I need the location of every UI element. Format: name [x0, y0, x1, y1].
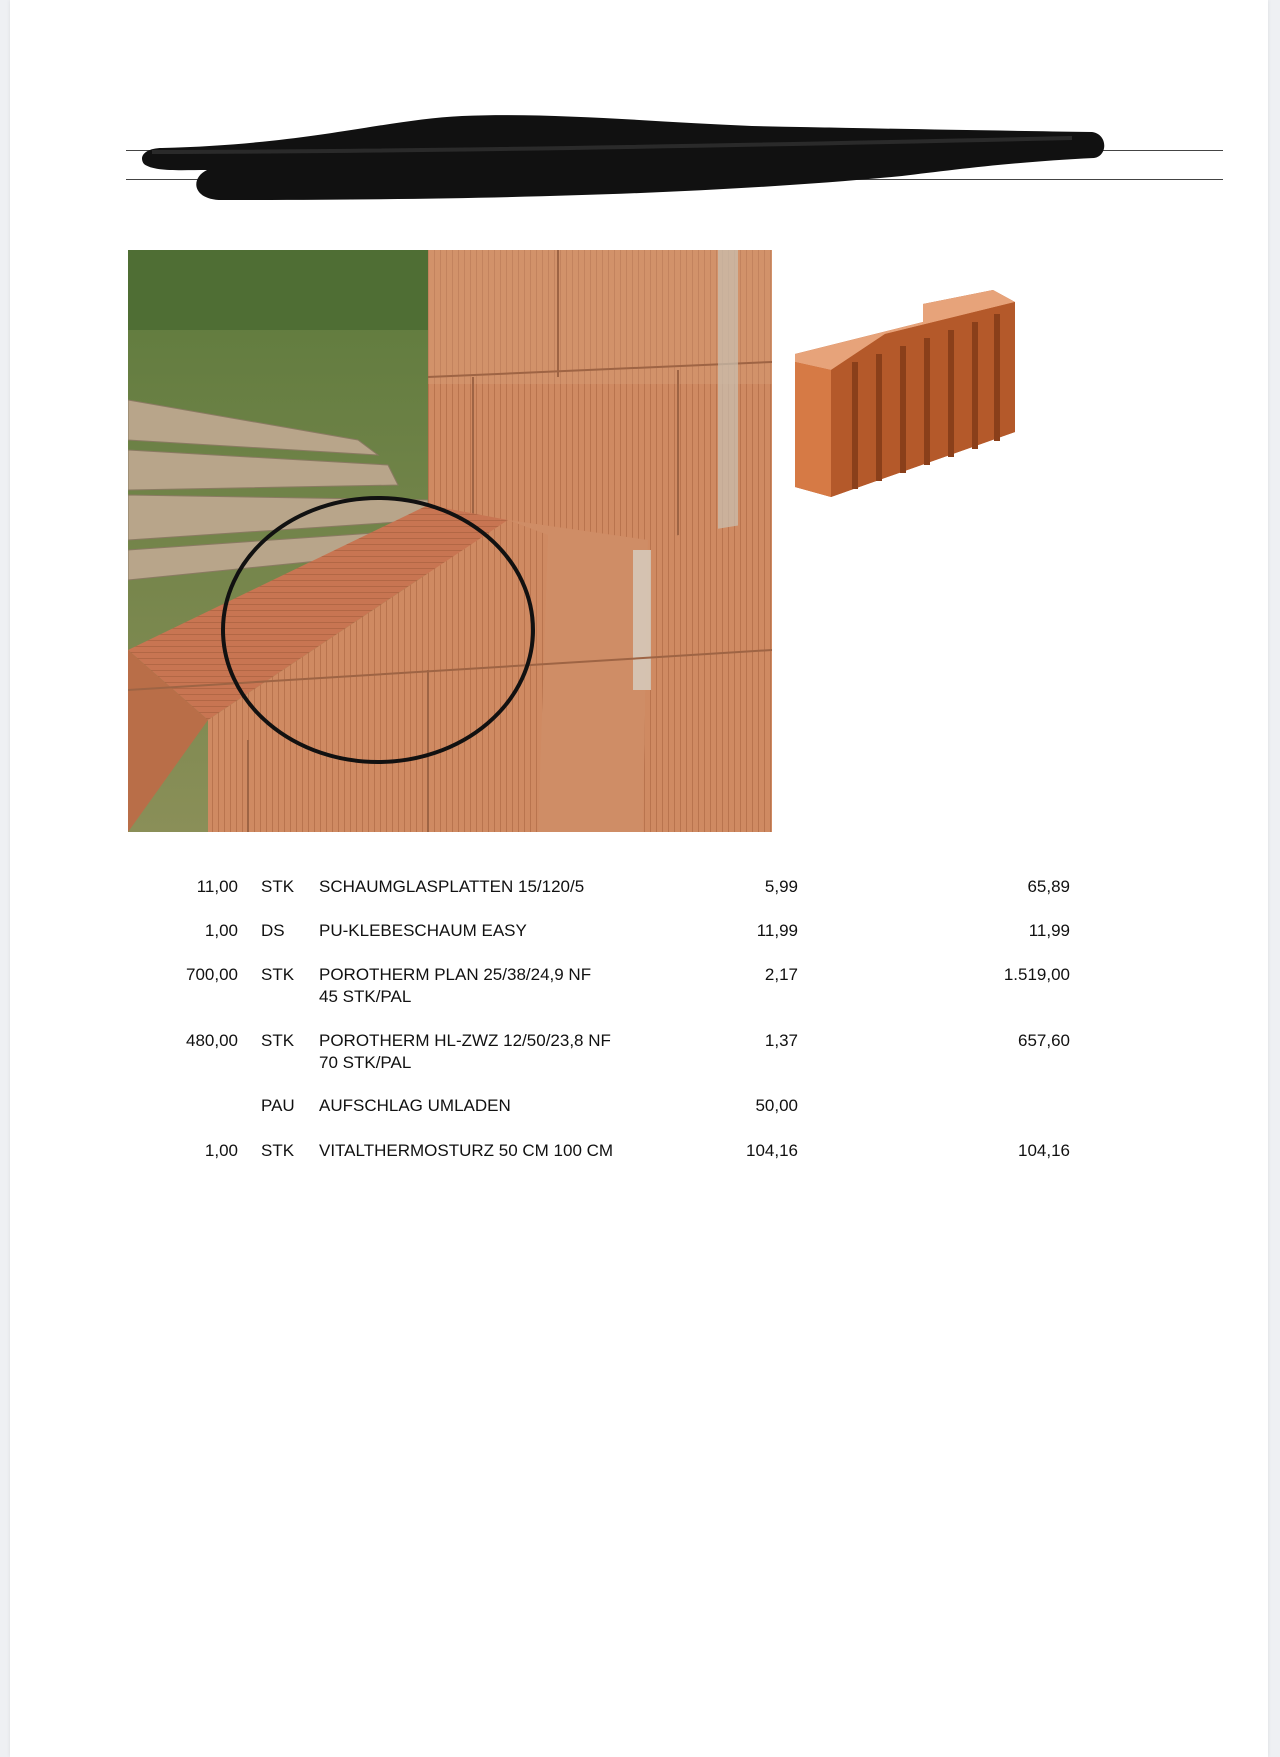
- item-description: [319, 920, 527, 942]
- item-description-line: PU-KLEBESCHAUM EASY: [319, 921, 527, 940]
- item-unit-price: 2,17: [764, 965, 798, 984]
- item-quantity: 480,00: [186, 1031, 238, 1050]
- item-quantity: 1,00: [204, 1141, 238, 1160]
- item-quantity: 1,00: [204, 921, 238, 940]
- item-description-line: VITALTHERMOSTURZ 50 CM 100 CM: [319, 1141, 614, 1160]
- item-description: [319, 1095, 511, 1117]
- item-unit: DS: [261, 921, 285, 940]
- item-total: 104,16: [1018, 1141, 1070, 1160]
- item-description: [319, 964, 591, 1008]
- document-page: [10, 0, 1268, 1757]
- item-unit-price: 1,37: [764, 1031, 798, 1050]
- item-unit: STK: [261, 965, 295, 984]
- item-description-line: AUFSCHLAG UMLADEN: [319, 1096, 511, 1115]
- item-description-line: POROTHERM PLAN 25/38/24,9 NF: [319, 965, 592, 984]
- item-description-line: POROTHERM HL-ZWZ 12/50/23,8 NF: [319, 1031, 611, 1050]
- item-unit: STK: [261, 1031, 295, 1050]
- item-quantity: 700,00: [186, 965, 238, 984]
- item-description: [319, 876, 584, 898]
- item-total: 1.519,00: [1003, 965, 1070, 984]
- item-unit: STK: [261, 1141, 295, 1160]
- item-description: [319, 1030, 611, 1074]
- item-unit: PAU: [261, 1096, 295, 1115]
- item-total: 11,99: [1028, 921, 1070, 940]
- wall-photo: [128, 250, 772, 832]
- item-total: 65,89: [1027, 877, 1070, 896]
- item-total: 657,60: [1018, 1031, 1070, 1050]
- item-unit-price: 50,00: [755, 1096, 798, 1115]
- item-description-line: 70 STK/PAL: [319, 1053, 412, 1072]
- item-description-line: SCHAUMGLASPLATTEN 15/120/5: [319, 877, 585, 896]
- item-unit-price: 5,99: [764, 877, 798, 896]
- item-unit-price: 11,99: [756, 921, 798, 940]
- item-description: [319, 1140, 613, 1162]
- item-unit-price: 104,16: [746, 1141, 798, 1160]
- redaction-marker: [132, 108, 1108, 204]
- item-quantity: 11,00: [196, 877, 238, 896]
- item-description-line: 45 STK/PAL: [319, 987, 412, 1006]
- brick-product-image: [783, 282, 1033, 497]
- item-unit: STK: [261, 877, 295, 896]
